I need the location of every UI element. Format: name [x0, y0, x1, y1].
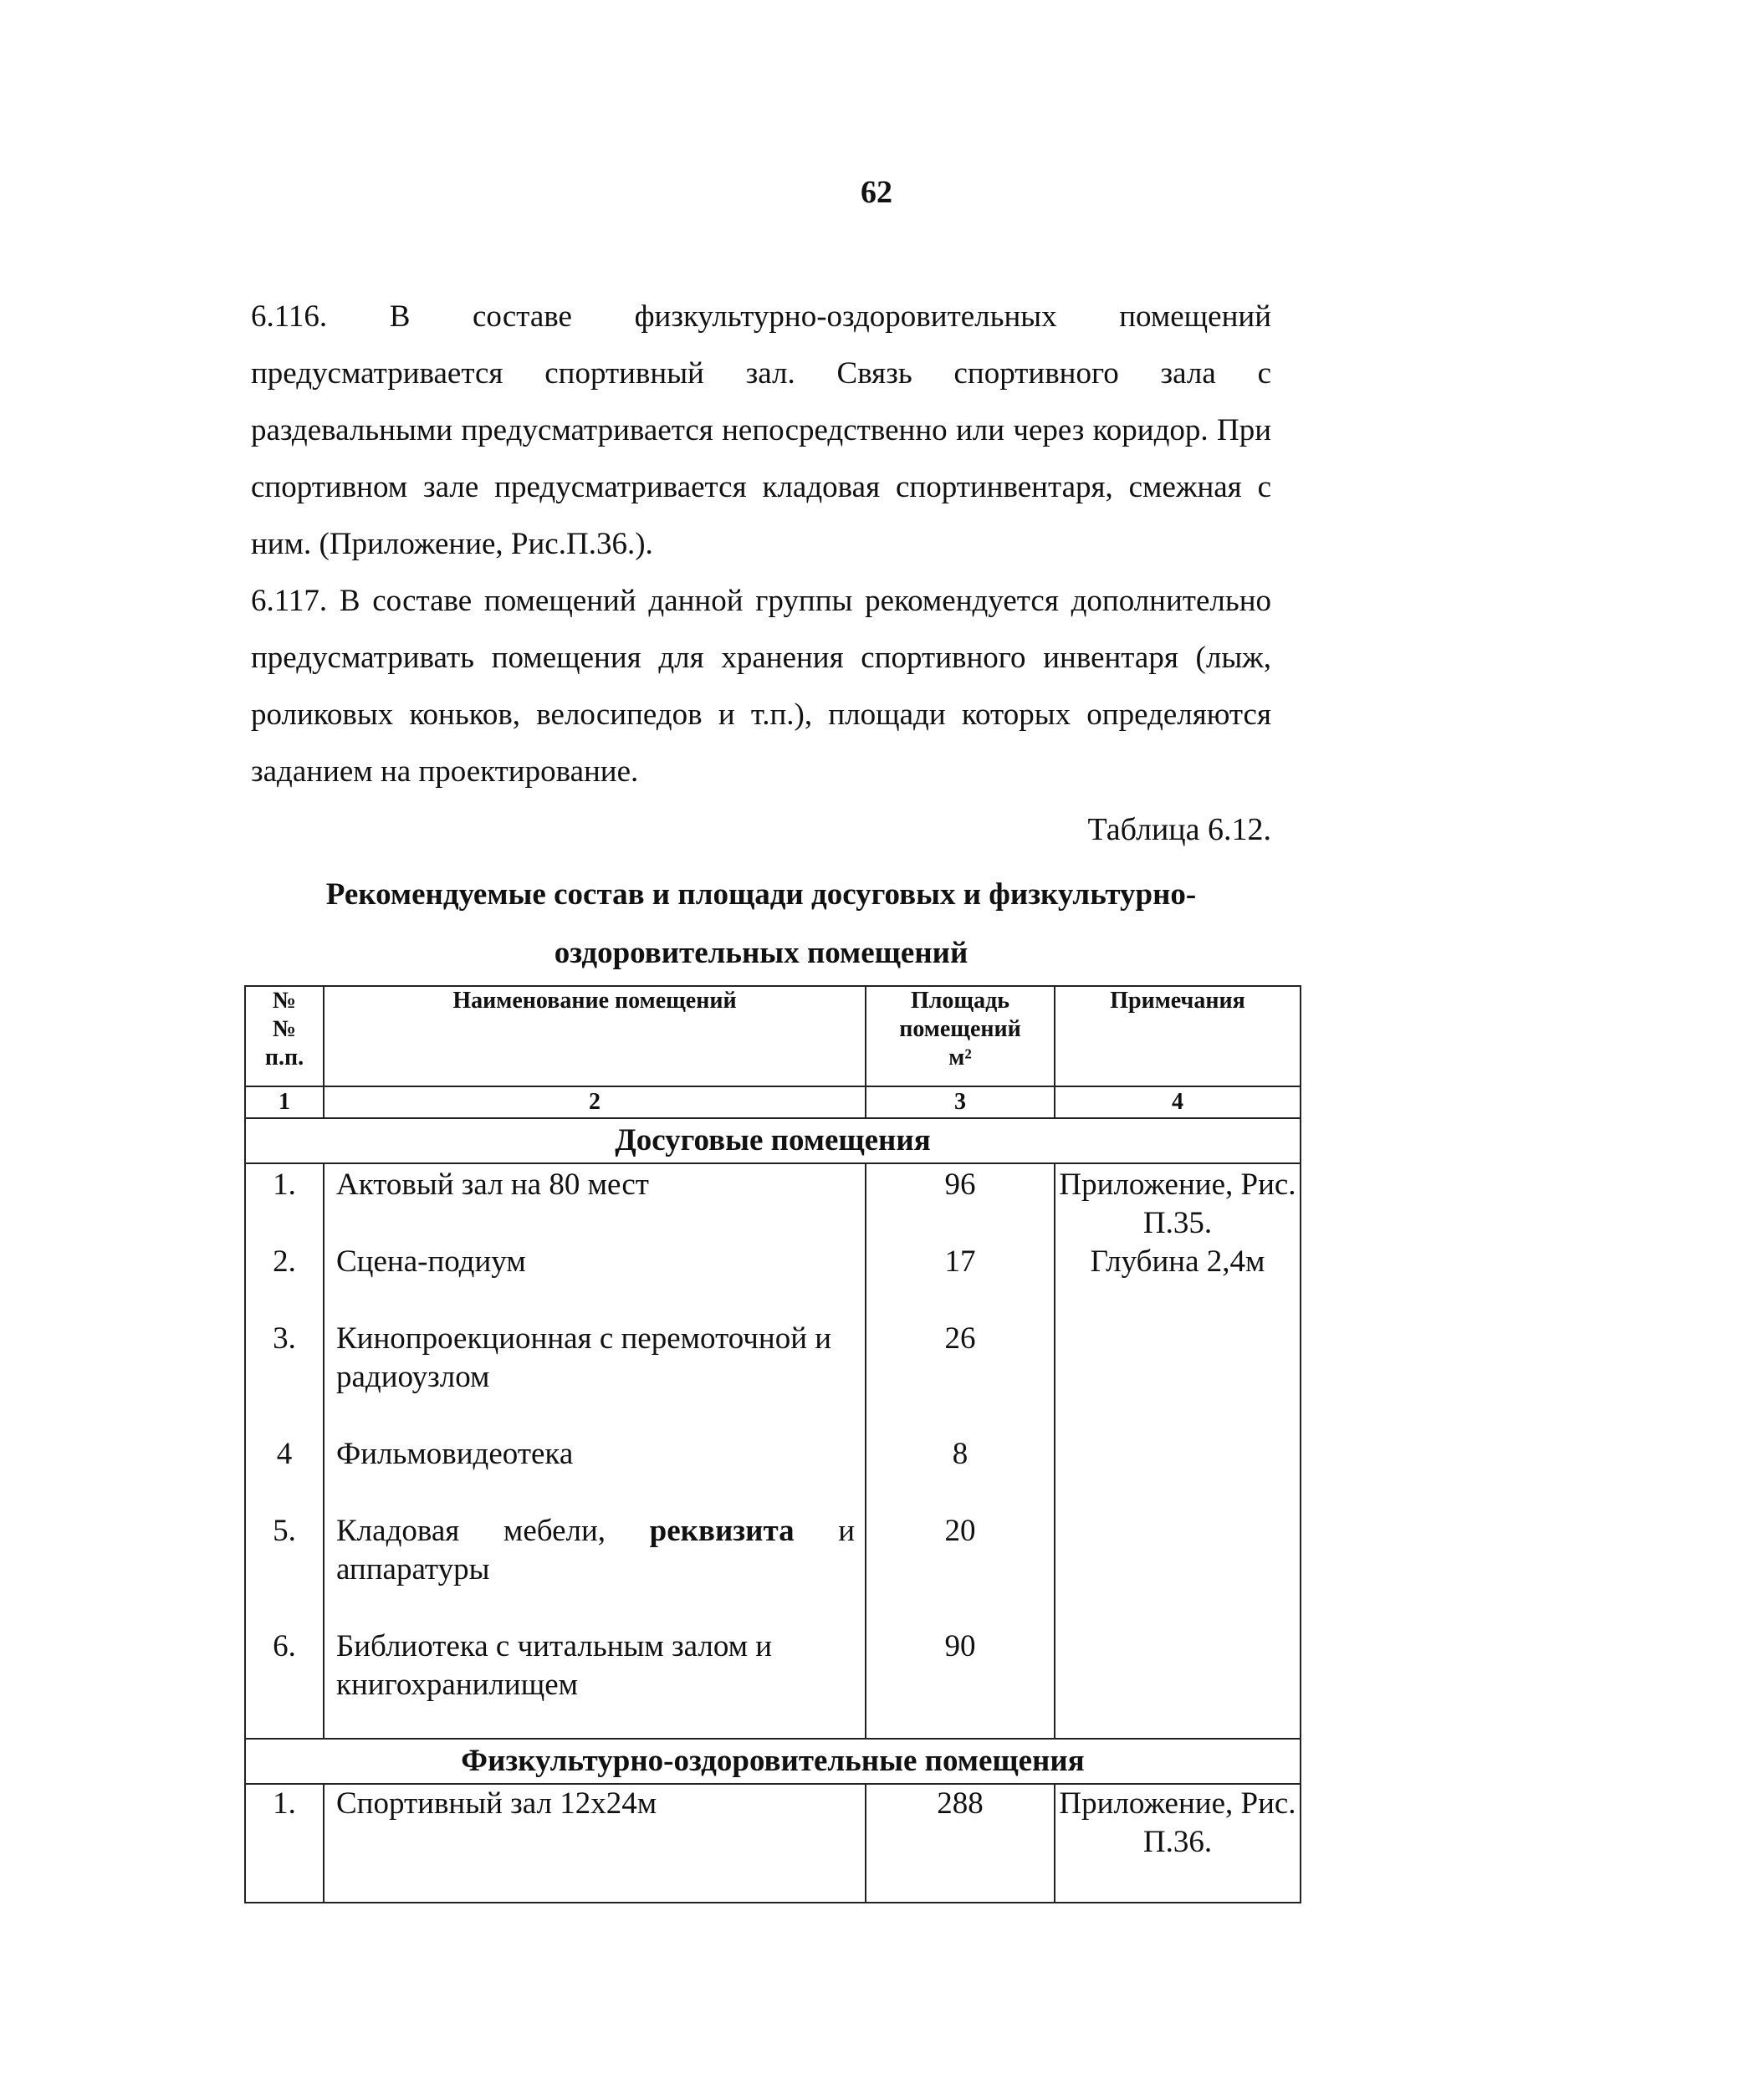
row-number: 3.	[245, 1320, 324, 1435]
row-area: 17	[866, 1243, 1055, 1320]
section-title: Физкультурно-оздоровительные помещения	[245, 1739, 1301, 1784]
table-label: Таблица 6.12.	[1087, 812, 1271, 847]
row-note: Приложение, Рис. П.36.	[1055, 1784, 1301, 1903]
column-number: 2	[324, 1086, 866, 1118]
row-number: 6.	[245, 1627, 324, 1739]
header-room-name: Наименование помещений	[324, 986, 866, 1086]
row-number: 1.	[245, 1784, 324, 1903]
header-area-unit: м²	[948, 1045, 972, 1070]
header-number	[245, 986, 324, 1086]
header-number-line-1: №	[272, 988, 297, 1014]
row-name-line-2: аппаратуры	[336, 1552, 490, 1586]
row-name: Актовый зал на 80 мест	[324, 1163, 866, 1243]
row-note: Приложение, Рис. П.35.	[1055, 1163, 1301, 1243]
row-name-bold-part: реквизита	[649, 1514, 795, 1548]
table-title-line-2: оздоровительных помещений	[554, 936, 968, 970]
row-note	[1055, 1320, 1301, 1435]
row-note	[1055, 1435, 1301, 1512]
row-area: 90	[866, 1627, 1055, 1739]
section-title: Досуговые помещения	[245, 1118, 1301, 1163]
column-number: 1	[245, 1086, 324, 1118]
page-number: 62	[861, 175, 892, 210]
header-number-line-3: п.п.	[264, 1045, 304, 1070]
table-row	[245, 1784, 1301, 1903]
row-name: Сцена-подиум	[324, 1243, 866, 1320]
row-number: 1.	[245, 1163, 324, 1243]
row-name-part: и	[838, 1514, 855, 1548]
section-header-sports	[245, 1739, 1301, 1784]
table-row	[245, 1512, 1301, 1627]
column-number: 3	[866, 1086, 1055, 1118]
table-title	[251, 866, 1271, 983]
table-row	[245, 1435, 1301, 1512]
row-note: Глубина 2,4м	[1055, 1243, 1301, 1320]
row-name: Спортивный зал 12х24м	[324, 1784, 866, 1903]
row-area: 20	[866, 1512, 1055, 1627]
table-header-row	[245, 986, 1301, 1086]
row-name: Кинопроекционная с перемоточной и радиоузлом	[324, 1320, 866, 1435]
table-row	[245, 1320, 1301, 1435]
header-area	[866, 986, 1055, 1086]
row-area: 8	[866, 1435, 1055, 1512]
column-number: 4	[1055, 1086, 1301, 1118]
table-row	[245, 1163, 1301, 1243]
row-note	[1055, 1627, 1301, 1739]
header-number-line-2: №	[272, 1016, 297, 1042]
row-name	[324, 1512, 866, 1627]
table-title-line-1: Рекомендуемые состав и площади досуговых и физкультурно-	[325, 877, 1197, 912]
row-name-line-1	[336, 1512, 855, 1551]
section-header-leisure	[245, 1118, 1301, 1163]
row-number: 2.	[245, 1243, 324, 1320]
column-number-row	[245, 1086, 1301, 1118]
row-area: 288	[866, 1784, 1055, 1903]
table-row	[245, 1243, 1301, 1320]
table-row	[245, 1627, 1301, 1739]
row-area: 96	[866, 1163, 1055, 1243]
paragraph-6-117: 6.117. В составе помещений данной группы рекомендуется дополнительно предусматривать помещения для хранения спортивного инвентаря (лыж, роликовых коньков, велосипедов и т.п.), площади которых определяются заданием на проектирование.	[251, 584, 1271, 789]
row-number: 4	[245, 1435, 324, 1512]
rooms-table	[244, 985, 1301, 1903]
header-area-line-1: Площадь	[910, 988, 1010, 1014]
row-name-part: Кладовая мебели,	[336, 1514, 606, 1548]
row-name: Библиотека с читальным залом и книгохранилищем	[324, 1627, 866, 1739]
row-area: 26	[866, 1320, 1055, 1435]
paragraph-6-116: 6.116. В составе физкультурно-оздоровительных помещений предусматривается спортивный зал. Связь спортивного зала с раздевальными предусматривается непосредственно или через коридор. При спортивном зале предусматривается кладовая спортинвентаря, смежная с ним. (Приложение, Рис.П.36.).	[251, 299, 1271, 561]
row-number: 5.	[245, 1512, 324, 1627]
row-note	[1055, 1512, 1301, 1627]
row-name: Фильмовидеотека	[324, 1435, 866, 1512]
header-area-line-2: помещений	[899, 1016, 1021, 1042]
header-notes: Примечания	[1055, 986, 1301, 1086]
